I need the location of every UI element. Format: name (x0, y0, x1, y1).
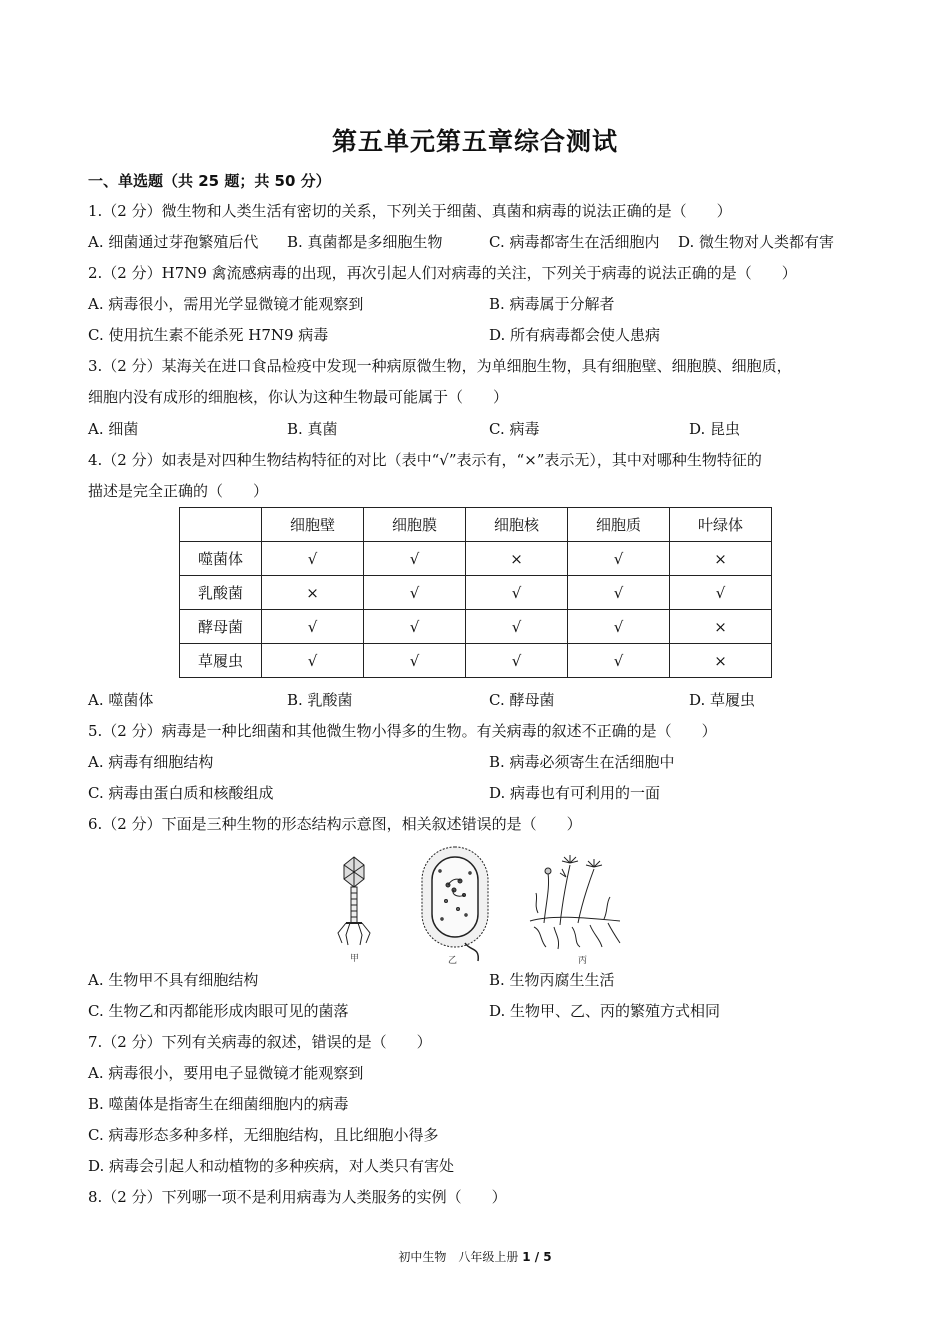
question-8-stem: 8.（2 分）下列哪一项不是利用病毒为人类服务的实例（ ） (88, 1188, 507, 1206)
table-cell: √ (364, 610, 466, 644)
q3-option-a: A. 细菌 (88, 420, 139, 438)
table-header-row (180, 508, 772, 542)
table-header-cell: 细胞膜 (364, 508, 466, 542)
q5-option-d: D. 病毒也有可利用的一面 (489, 784, 661, 802)
q3-option-d: D. 昆虫 (689, 420, 741, 438)
q5-option-a: A. 病毒有细胞结构 (88, 753, 214, 771)
figure-label-yi: 乙 (448, 956, 458, 966)
table-row (180, 576, 772, 610)
table-cell: √ (466, 576, 568, 610)
q6-option-c: C. 生物乙和丙都能形成肉眼可见的菌落 (88, 1002, 349, 1020)
table-cell: √ (262, 610, 364, 644)
q6-option-b: B. 生物丙腐生生活 (489, 971, 615, 989)
section-heading: 一、单选题（共 25 题；共 50 分） (88, 172, 331, 190)
table-cell: × (670, 542, 772, 576)
table-row-label: 噬菌体 (180, 542, 262, 576)
table-header-cell: 细胞壁 (262, 508, 364, 542)
table-cell: √ (670, 576, 772, 610)
bacterium-drawing (422, 847, 488, 966)
figure-label-bing: 丙 (578, 956, 588, 966)
table-cell: × (466, 542, 568, 576)
q5-option-b: B. 病毒必须寄生在活细胞中 (489, 753, 675, 771)
organism-diagram (320, 843, 640, 968)
question-6-stem: 6.（2 分）下面是三种生物的形态结构示意图，相关叙述错误的是（ ） (88, 815, 582, 833)
question-2-stem: 2.（2 分）H7N9 禽流感病毒的出现，再次引起人们对病毒的关注，下列关于病毒的说法正确的是（ ） (88, 264, 797, 282)
q6-option-d: D. 生物甲、乙、丙的繁殖方式相同 (489, 1002, 721, 1020)
table-row-label: 草履虫 (180, 644, 262, 678)
table-header-cell: 细胞核 (466, 508, 568, 542)
table-cell: √ (364, 542, 466, 576)
table-cell: √ (568, 576, 670, 610)
q4-option-a: A. 噬菌体 (88, 691, 154, 709)
table-row (180, 610, 772, 644)
question-4-stem-line2: 描述是完全正确的（ ） (88, 482, 269, 500)
table-cell: √ (364, 576, 466, 610)
q2-option-b: B. 病毒属于分解者 (489, 295, 615, 313)
table-cell: × (670, 610, 772, 644)
q6-option-a: A. 生物甲不具有细胞结构 (88, 971, 259, 989)
q5-option-c: C. 病毒由蛋白质和核酸组成 (88, 784, 274, 802)
question-3-stem-line2: 细胞内没有成形的细胞核，你认为这种生物最可能属于（ ） (88, 388, 509, 406)
question-1-stem: 1.（2 分）微生物和人类生活有密切的关系，下列关于细菌、真菌和病毒的说法正确的是（ ） (88, 202, 732, 220)
question-7-stem: 7.（2 分）下列有关病毒的叙述，错误的是（ ） (88, 1033, 432, 1051)
q1-option-c: C. 病毒都寄生在活细胞内 (489, 233, 660, 251)
table-cell: √ (262, 644, 364, 678)
question-4-stem-line1: 4.（2 分）如表是对四种生物结构特征的对比（表中“√”表示有，“×”表示无），其中对哪种生物特征的 (88, 451, 762, 469)
mold-drawing (530, 855, 620, 966)
q7-option-a: A. 病毒很小，要用电子显微镜才能观察到 (88, 1064, 364, 1082)
bacteriophage-drawing (338, 857, 370, 964)
table-row-label: 酵母菌 (180, 610, 262, 644)
page-title: 第五单元第五章综合测试 (331, 127, 618, 156)
q1-option-a: A. 细菌通过芽孢繁殖后代 (88, 233, 259, 251)
q4-option-c: C. 酵母菌 (489, 691, 555, 709)
organism-diagram-svg (320, 843, 640, 968)
table-header-cell: 细胞质 (568, 508, 670, 542)
footer-text: 初中生物 八年级上册 (398, 1250, 523, 1264)
table-header-cell: 叶绿体 (670, 508, 772, 542)
table-cell: √ (466, 610, 568, 644)
q3-option-b: B. 真菌 (287, 420, 338, 438)
q1-option-b: B. 真菌都是多细胞生物 (287, 233, 443, 251)
table-cell: × (262, 576, 364, 610)
table-cell: √ (568, 542, 670, 576)
table-cell: √ (364, 644, 466, 678)
q2-option-d: D. 所有病毒都会使人患病 (489, 326, 661, 344)
q2-option-c: C. 使用抗生素不能杀死 H7N9 病毒 (88, 326, 329, 344)
table-cell: √ (568, 644, 670, 678)
q3-option-c: C. 病毒 (489, 420, 540, 438)
q4-option-b: B. 乳酸菌 (287, 691, 353, 709)
table-cell: × (670, 644, 772, 678)
q2-option-a: A. 病毒很小，需用光学显微镜才能观察到 (88, 295, 364, 313)
page-number: 1 / 5 (522, 1250, 552, 1264)
q7-option-b: B. 噬菌体是指寄生在细菌细胞内的病毒 (88, 1095, 349, 1113)
q1-option-d: D. 微生物对人类都有害 (678, 233, 835, 251)
table-row-label: 乳酸菌 (180, 576, 262, 610)
table-cell: √ (568, 610, 670, 644)
table-cell: √ (262, 542, 364, 576)
table-row (180, 542, 772, 576)
q4-option-d: D. 草履虫 (689, 691, 756, 709)
q7-option-d: D. 病毒会引起人和动植物的多种疾病，对人类只有害处 (88, 1157, 455, 1175)
figure-label-jia: 甲 (350, 954, 360, 964)
question-5-stem: 5.（2 分）病毒是一种比细菌和其他微生物小得多的生物。有关病毒的叙述不正确的是（ ） (88, 722, 717, 740)
table-cell (180, 508, 262, 542)
question-3-stem-line1: 3.（2 分）某海关在进口食品检疫中发现一种病原微生物，为单细胞生物，具有细胞壁、细胞膜、细胞质， (88, 357, 792, 375)
q7-option-c: C. 病毒形态多种多样，无细胞结构，且比细胞小得多 (88, 1126, 439, 1144)
comparison-table (179, 507, 772, 678)
page-footer (0, 1248, 950, 1265)
table-row (180, 644, 772, 678)
table-cell: √ (466, 644, 568, 678)
